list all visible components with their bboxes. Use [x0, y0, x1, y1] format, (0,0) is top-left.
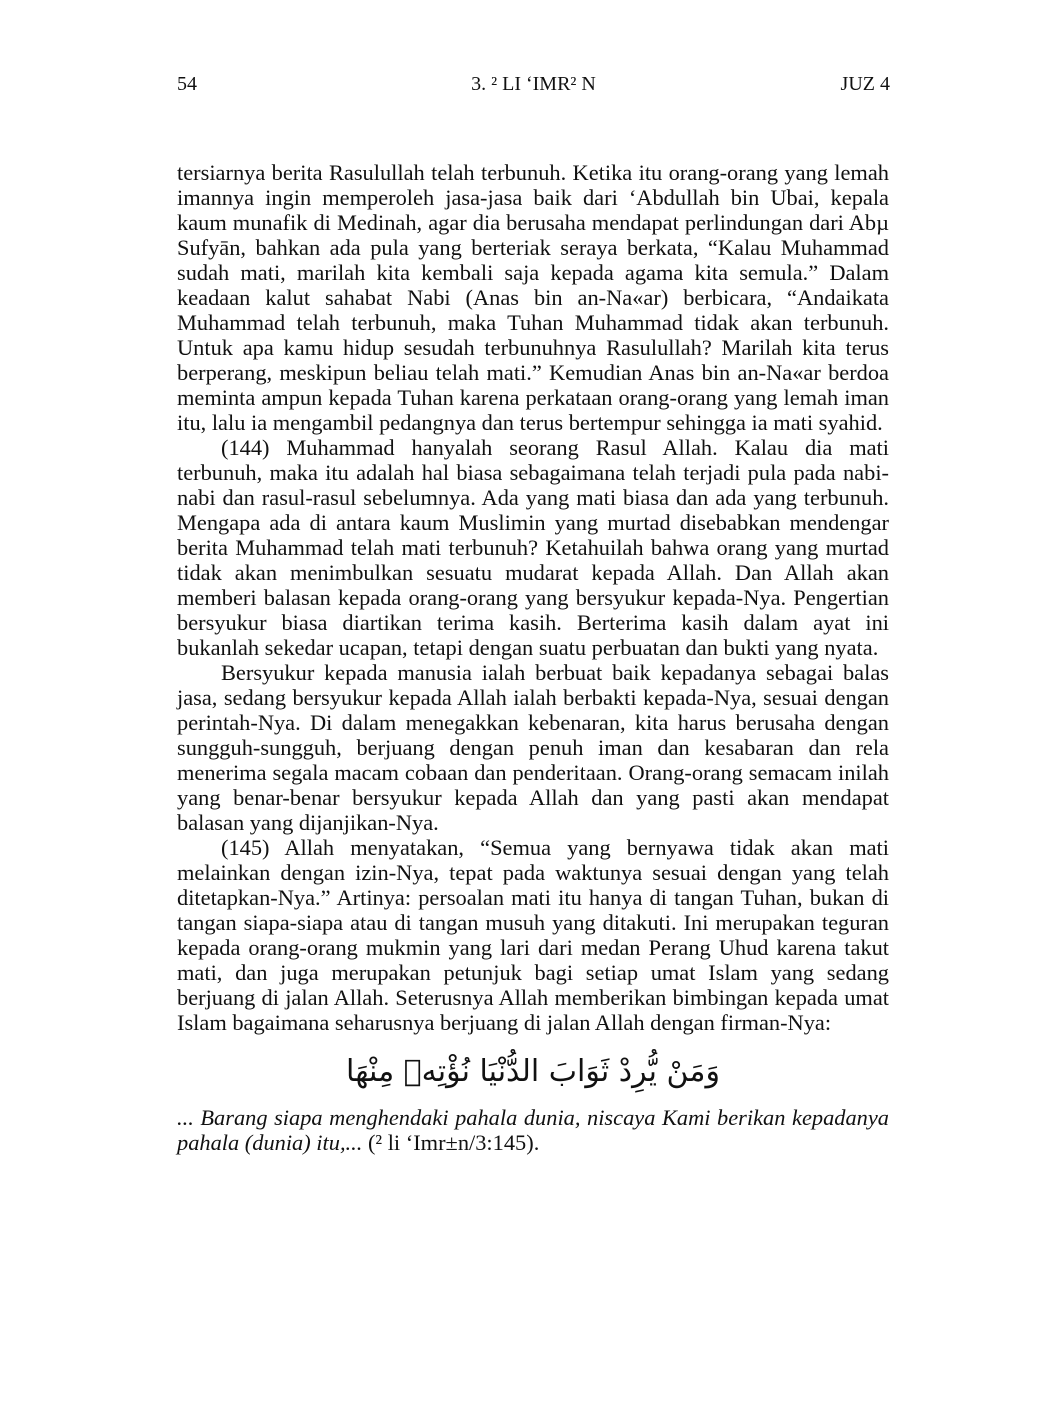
translation-text: ... Barang siapa menghendaki pahala dunia, niscaya Kami berikan kepadanya pahala (dunia) itu,... [177, 1105, 889, 1155]
paragraph: (144) Muhammad hanyalah seorang Rasul Allah. Kalau dia mati terbunuh, maka itu adalah hal biasa sebagaimana telah terjadi pula pada nabi-nabi dan rasul-rasul sebelumnya. Ada yang mati biasa dan ada yang terbunuh. Mengapa ada di antara kaum Muslimin yang murtad disebabkan mendengar berita Muhammad telah mati terbunuh? Ketahuilah bahwa orang yang murtad tidak akan menimbulkan sesuatu mudarat kepada Allah. Dan Allah akan memberi balasan kepada orang-orang yang bersyukur kepada-Nya. Pengertian bersyukur biasa diartikan terima kasih. Berterima kasih dalam ayat ini bukanlah sekedar ucapan, tetapi dengan suatu perbuatan dan bukti yang nyata. [177, 435, 889, 660]
verse-reference: (² li ‘Imr±n/3:145). [362, 1130, 540, 1155]
page-content [177, 160, 889, 1155]
paragraph: Bersyukur kepada manusia ialah berbuat baik kepadanya sebagai balas jasa, sedang bersyukur kepada Allah ialah berbakti kepada-Nya, sesuai dengan perintah-Nya. Di dalam menegakkan kebenaran, kita harus berusaha dengan sungguh-sungguh, berjuang dengan penuh iman dan kesabaran dan rela menerima segala macam cobaan dan penderitaan. Orang-orang semacam inilah yang benar-benar bersyukur kepada Allah dan yang pasti akan mendapat balasan yang dijanjikan-Nya. [177, 660, 889, 835]
paragraph: (145) Allah menyatakan, “Semua yang bernyawa tidak akan mati melainkan dengan izin-Nya, tepat pada waktunya sesuai dengan yang telah ditetapkan-Nya.” Artinya: persoalan mati itu hanya di tangan Tuhan, bukan di tangan siapa-siapa atau di tangan musuh yang ditakuti. Ini merupakan teguran kepada orang-orang mukmin yang lari dari medan Perang Uhud karena takut mati, dan juga merupakan petunjuk bagi setiap umat Islam yang sedang berjuang di jalan Allah. Seterusnya Allah memberikan bimbingan kepada umat Islam bagaimana seharusnya berjuang di jalan Allah dengan firman-Nya: [177, 835, 889, 1035]
chapter-title: 3. ² LI ‘IMR² N [471, 73, 596, 95]
page-header [177, 72, 890, 102]
verse-translation [177, 1105, 889, 1155]
page-number: 54 [177, 73, 197, 95]
paragraph: tersiarnya berita Rasulullah telah terbunuh. Ketika itu orang-orang yang lemah imannya ingin memperoleh jasa-jasa baik dari ‘Abdullah bin Ubai, kepala kaum munafik di Medinah, agar dia berusaha mendapat perlindungan dari Abµ Sufyān, bahkan ada pula yang berteriak seraya berkata, “Kalau Muhammad sudah mati, marilah kita kembali saja kepada agama kita semula.” Dalam keadaan kalut sahabat Nabi (Anas bin an-Na«ar) berbicara, “Andaikata Muhammad telah terbunuh, maka Tuhan Muhammad tidak akan terbunuh. Untuk apa kamu hidup sesudah terbunuhnya Rasulullah? Marilah kita terus berperang, meskipun beliau telah mati.” Kemudian Anas bin an-Na«ar berdoa meminta ampun kepada Tuhan karena perkataan orang-orang yang lemah iman itu, lalu ia mengambil pedangnya dan terus bertempur sehingga ia mati syahid. [177, 160, 889, 435]
arabic-verse: وَمَنْ يُّرِدْ ثَوَابَ الدُّنْيَا نُؤْتِهٖ مِنْهَا [346, 1054, 720, 1089]
juz-label: JUZ 4 [840, 73, 890, 95]
